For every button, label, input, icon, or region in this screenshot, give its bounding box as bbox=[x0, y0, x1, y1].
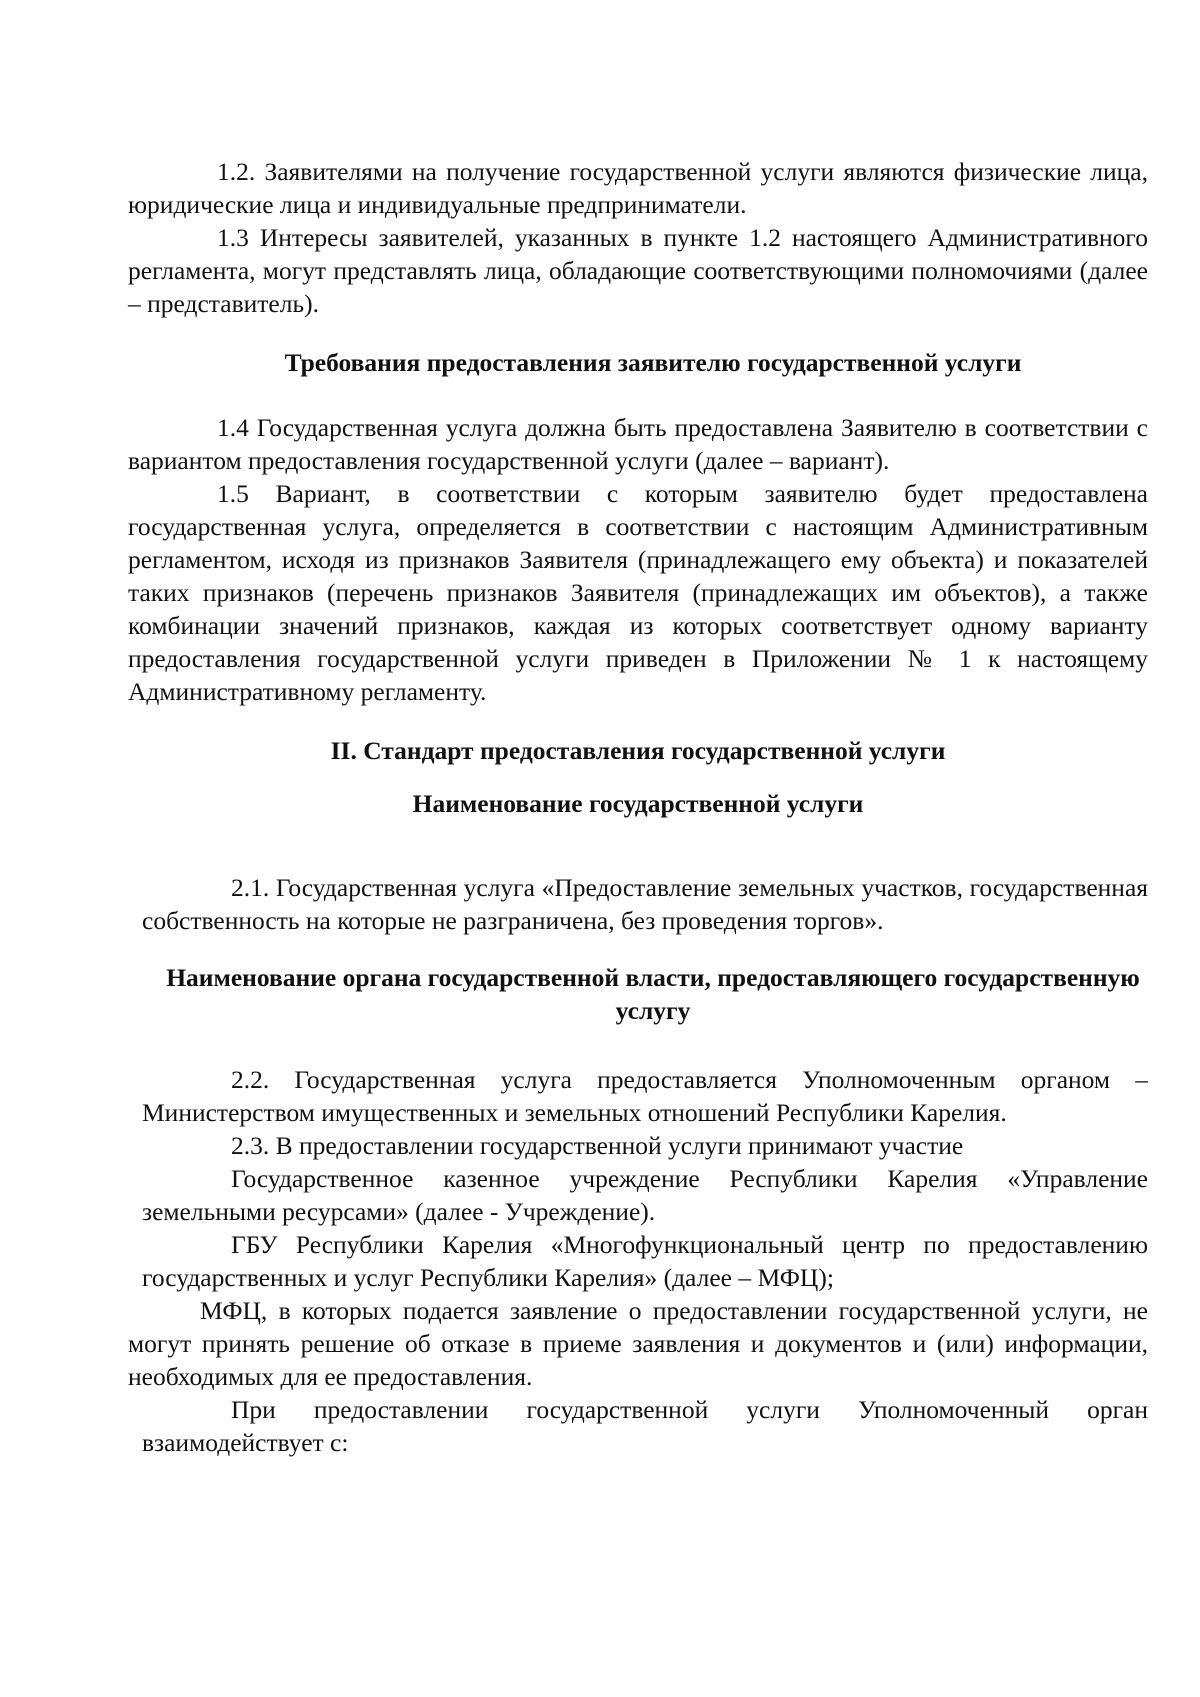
section-2-2 bbox=[128, 1063, 1148, 1294]
heading-authority: Наименование органа государственной власти, предоставляющего государственную услугу bbox=[166, 963, 1140, 1025]
section-interaction bbox=[128, 1393, 1148, 1459]
paragraph-1-4: 1.4 Государственная услуга должна быть предоставлена Заявителю в соответствии с вариантом предоставления государственной услуги (далее – вариант). bbox=[128, 413, 1148, 475]
paragraph-1-5: 1.5 Вариант, в соответствии с которым заявителю будет предоставлена государственная услуга, определяется в соответствии с настоящим Административным регламентом, исходя из признаков Заявителя (принадлежащего ему объекта) и показателей таких признаков (перечень признаков Заявителя (принадлежащих им объектов), а также комбинации значений признаков, каждая из которых соответствует одному варианту предоставления государственной услуги приведен в Приложении № 1 к настоящему Административному регламенту. bbox=[128, 479, 1148, 706]
paragraph-gbu: ГБУ Республики Карелия «Многофункциональный центр по предоставлению государственных и услуг Республики Карелия» (далее – МФЦ); bbox=[142, 1230, 1148, 1292]
heading-service-name: Наименование государственной услуги bbox=[412, 789, 864, 818]
heading-requirements: Требования предоставления заявителю государственной услуги bbox=[284, 348, 1022, 377]
document-body bbox=[128, 155, 1148, 1459]
paragraph-2-1: 2.1. Государственная услуга «Предоставление земельных участков, государственная собственность на которые не разграничена, без проведения торгов». bbox=[142, 873, 1148, 935]
heading-standard: II. Стандарт предоставления государственной услуги bbox=[330, 736, 946, 765]
paragraph-institution: Государственное казенное учреждение Республики Карелия «Управление земельными ресурсами» (далее - Учреждение). bbox=[142, 1164, 1148, 1226]
paragraph-2-3: 2.3. В предоставлении государственной услуги принимают участие bbox=[231, 1131, 964, 1160]
paragraph-1-2: 1.2. Заявителями на получение государственной услуги являются физические лица, юридические лица и индивидуальные предприниматели. bbox=[128, 157, 1148, 219]
paragraph-interaction: При предоставлении государственной услуги Уполномоченный орган взаимодействует с: bbox=[142, 1395, 1148, 1457]
paragraph-mfc: МФЦ, в которых подается заявление о предоставлении государственной услуги, не могут принять решение об отказе в приеме заявления и документов и (или) информации, необходимых для ее предоставления. bbox=[128, 1296, 1148, 1391]
section-2-1 bbox=[128, 871, 1148, 937]
paragraph-1-3: 1.3 Интересы заявителей, указанных в пункте 1.2 настоящего Административного регламента, могут представлять лица, обладающие соответствующими полномочиями (далее – представитель). bbox=[128, 223, 1148, 318]
paragraph-2-2: 2.2. Государственная услуга предоставляется Уполномоченным органом – Министерством имущественных и земельных отношений Республики Карелия. bbox=[142, 1065, 1148, 1127]
